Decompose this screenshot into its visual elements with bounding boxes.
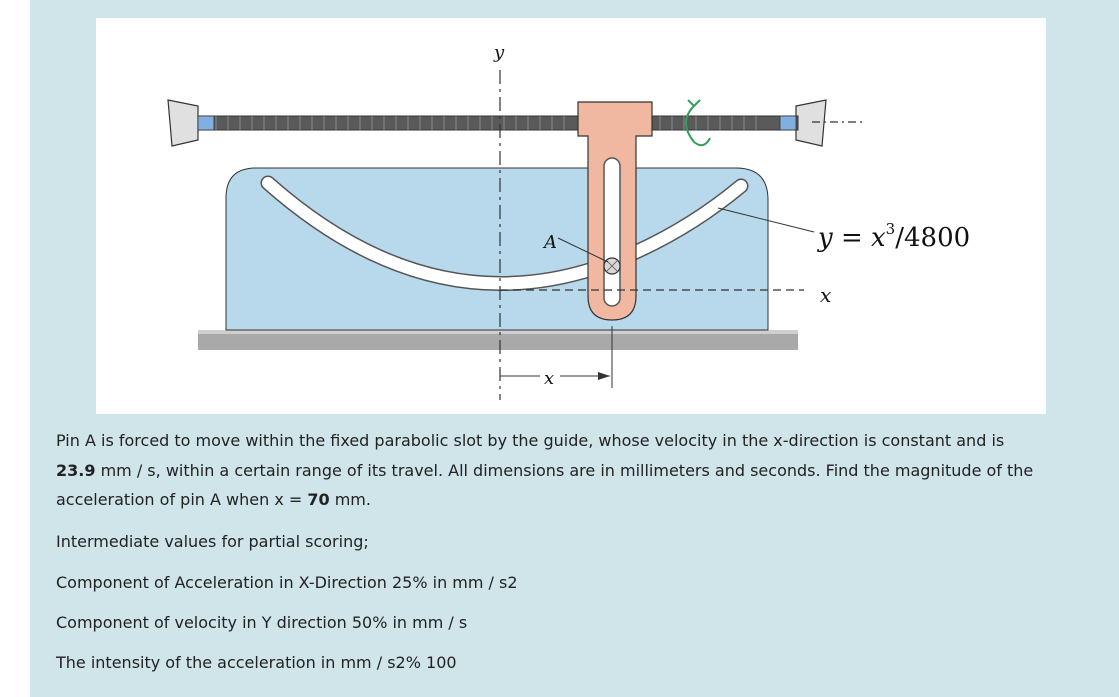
x-axis-label: x [820, 283, 832, 307]
page-background [30, 0, 1119, 697]
mechanism-figure [96, 18, 1046, 414]
fixed-plate [226, 168, 768, 330]
left-collar [198, 116, 214, 130]
left-support [168, 100, 198, 146]
problem-statement [56, 426, 1106, 515]
intermediate-item: Component of velocity in Y direction 50% in mm / s [56, 613, 468, 632]
pin-label: A [544, 232, 557, 253]
y-axis-label: y [494, 42, 505, 63]
guide-slot [604, 158, 620, 306]
right-support [796, 100, 826, 146]
problem-text-4: mm. [329, 490, 371, 509]
curve-equation: $y = x^3/4800$ [818, 220, 971, 253]
x-value: 70 [307, 490, 330, 509]
right-collar [780, 116, 796, 130]
mechanism-diagram [96, 18, 1046, 414]
intermediate-item: Component of Acceleration in X-Direction 25% in mm / s2 [56, 573, 518, 592]
problem-text-2: mm / s, within a certain range of its travel. All dimensions are in millimeters and seconds. Find the magnitude of the [95, 460, 1034, 480]
intermediate-title: Intermediate values for partial scoring; [56, 532, 369, 551]
velocity-value: 23.9 [56, 460, 96, 480]
intermediate-item: The intensity of the acceleration in mm / s2% 100 [56, 653, 457, 672]
problem-text-3: acceleration of pin A when x = [56, 490, 308, 509]
problem-text-1: Pin A is forced to move within the fixed parabolic slot by the guide, whose velocity in the x-direction is constant and is [56, 431, 1005, 450]
x-dimension-label: x [544, 368, 555, 389]
